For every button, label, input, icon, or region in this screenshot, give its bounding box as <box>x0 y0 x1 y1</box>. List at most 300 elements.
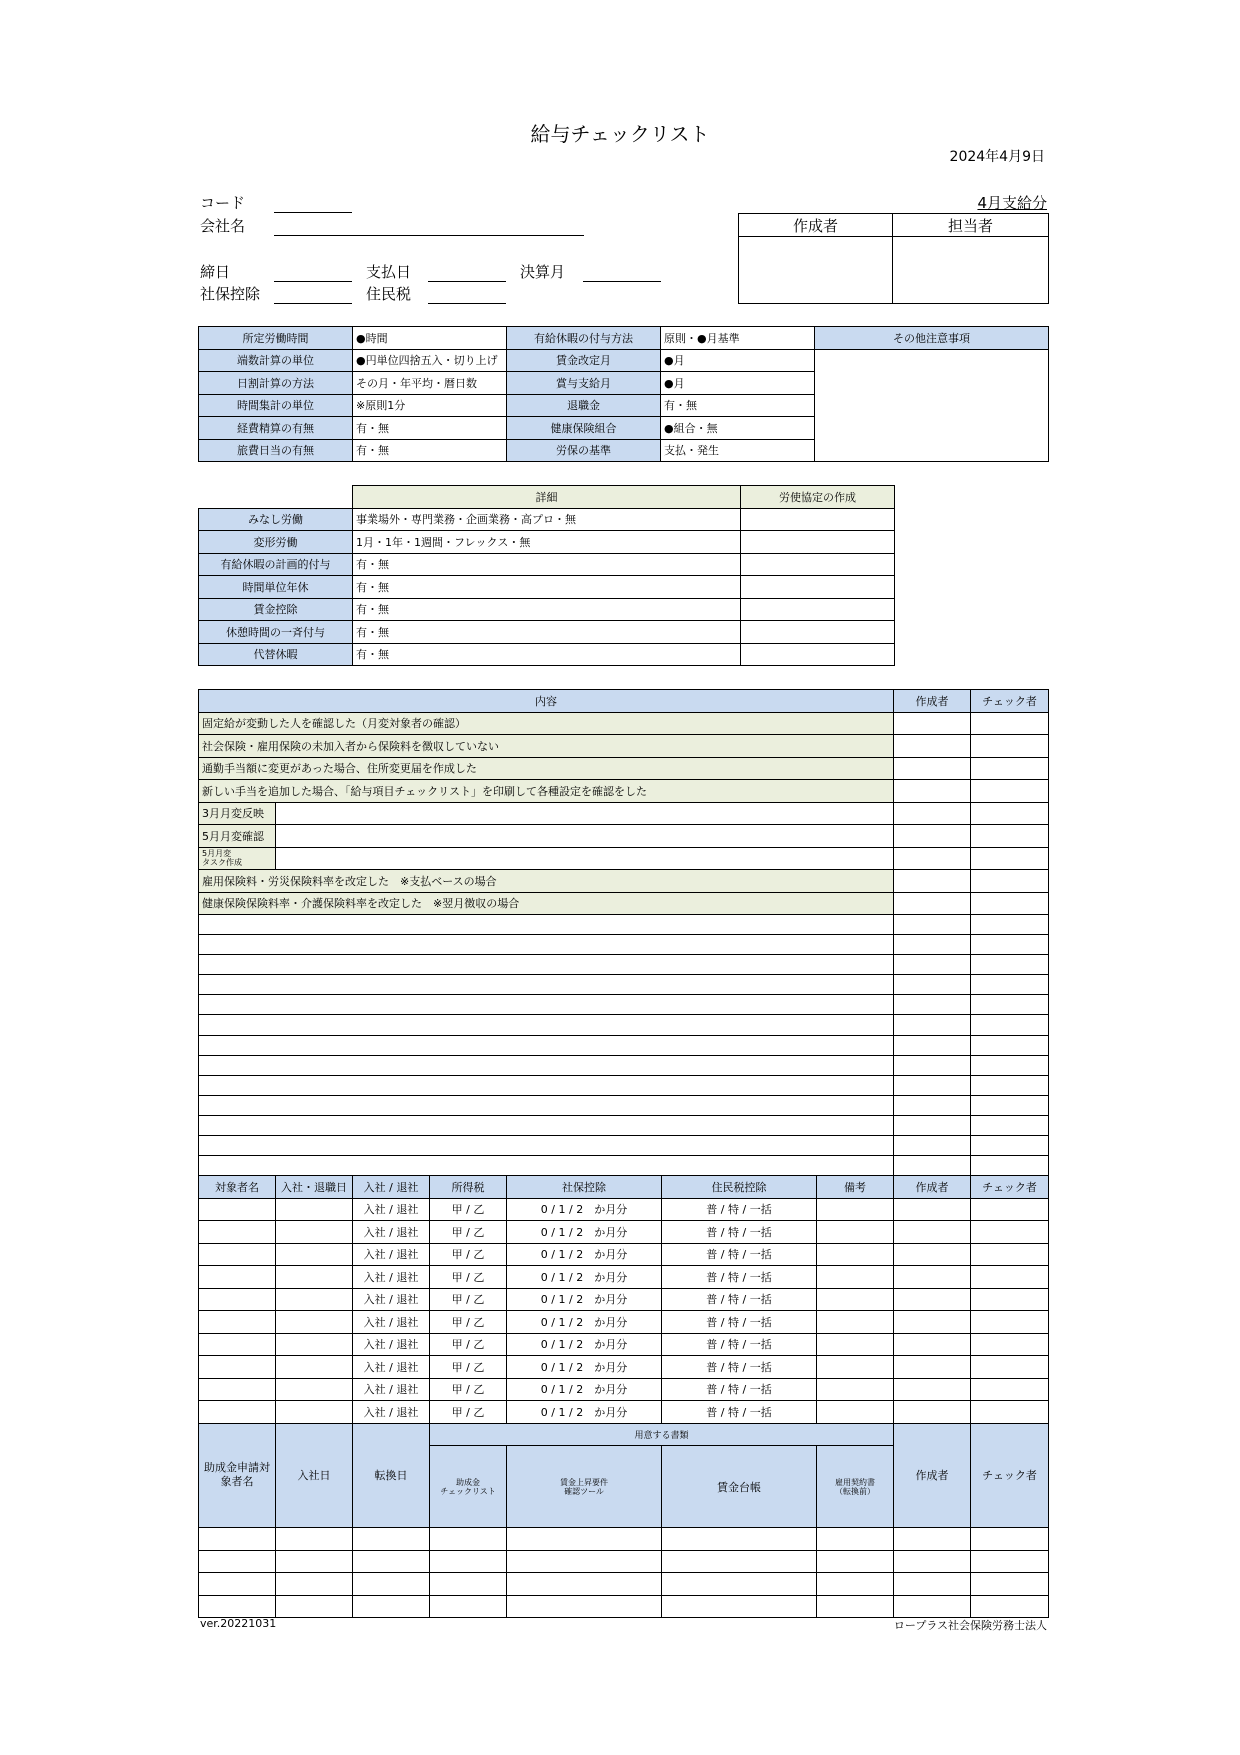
subsidy-cell[interactable] <box>507 1528 662 1551</box>
labor-agreement-header: 労使協定の作成 <box>741 486 895 509</box>
subsidy-row <box>199 1573 1049 1596</box>
emp-income-tax-cell[interactable]: 甲 / 乙 <box>430 1311 507 1334</box>
check-checker-cell[interactable] <box>971 1115 1049 1135</box>
emp-resident-cell[interactable]: 普 / 特 / 一括 <box>662 1401 817 1424</box>
subsidy-cell[interactable] <box>817 1595 894 1618</box>
check-blank-content[interactable] <box>199 995 894 1015</box>
subsidy-cell[interactable] <box>894 1550 971 1573</box>
emp-creator-cell[interactable] <box>894 1243 971 1266</box>
settings-value[interactable]: ●月 <box>661 372 815 395</box>
check-creator-cell[interactable] <box>894 712 971 735</box>
emp-remarks-cell[interactable] <box>817 1356 894 1379</box>
check-creator-cell[interactable] <box>894 1115 971 1135</box>
settings-value[interactable]: ●円単位四捨五入・切り上げ <box>353 349 507 372</box>
check-blank-content[interactable] <box>199 1035 894 1055</box>
closing-day-label: 締日 <box>200 263 231 281</box>
signoff-person-header: 担当者 <box>893 214 1049 237</box>
employee-row <box>199 1311 1049 1334</box>
emp-social-cell[interactable]: 0 / 1 / 2 か月分 <box>507 1311 662 1334</box>
settings-label: 賃金改定月 <box>507 349 661 372</box>
emp-name-cell[interactable] <box>199 1333 276 1356</box>
employee-row <box>199 1356 1049 1379</box>
emp-social-cell[interactable]: 0 / 1 / 2 か月分 <box>507 1333 662 1356</box>
subsidy-cell[interactable] <box>199 1528 276 1551</box>
subsidy-cell[interactable] <box>353 1550 430 1573</box>
emp-name-cell[interactable] <box>199 1266 276 1289</box>
check-blank-content[interactable] <box>199 1015 894 1035</box>
pay-month: 4月支給分 <box>977 194 1047 212</box>
labor-detail[interactable]: 1月・1年・1週間・フレックス・無 <box>353 531 741 554</box>
subsidy-cell[interactable] <box>971 1528 1049 1551</box>
check-sub-item: 5月月変確認 <box>199 825 276 848</box>
labor-label: 休憩時間の一斉付与 <box>199 621 353 644</box>
employee-row <box>199 1378 1049 1401</box>
subsidy-cell[interactable] <box>894 1595 971 1618</box>
emp-social-cell[interactable]: 0 / 1 / 2 か月分 <box>507 1221 662 1244</box>
emp-checker-cell[interactable] <box>971 1401 1049 1424</box>
emp-header-remarks: 備考 <box>817 1176 894 1199</box>
settings-label: 労保の基準 <box>507 439 661 462</box>
settings-label: 日割計算の方法 <box>199 372 353 395</box>
subsidy-cell[interactable] <box>430 1595 507 1618</box>
emp-date-cell[interactable] <box>276 1356 353 1379</box>
settings-label: 経費精算の有無 <box>199 417 353 440</box>
emp-remarks-cell[interactable] <box>817 1288 894 1311</box>
emp-date-cell[interactable] <box>276 1288 353 1311</box>
check-creator-cell[interactable] <box>894 1075 971 1095</box>
check-blank-content[interactable] <box>199 1115 894 1135</box>
emp-entry-cell[interactable]: 入社 / 退社 <box>353 1221 430 1244</box>
settings-value[interactable]: ●時間 <box>353 327 507 350</box>
emp-name-cell[interactable] <box>199 1401 276 1424</box>
check-sub-item: 5月月変 タスク作成 <box>199 847 276 870</box>
emp-checker-cell[interactable] <box>971 1198 1049 1221</box>
settings-label: 退職金 <box>507 394 661 417</box>
labor-agreement-cell[interactable] <box>741 576 895 599</box>
emp-date-cell[interactable] <box>276 1333 353 1356</box>
check-checker-cell[interactable] <box>971 1095 1049 1115</box>
emp-social-cell[interactable]: 0 / 1 / 2 か月分 <box>507 1198 662 1221</box>
subsidy-row <box>199 1528 1049 1551</box>
emp-income-tax-cell[interactable]: 甲 / 乙 <box>430 1333 507 1356</box>
settings-value[interactable]: ※原則1分 <box>353 394 507 417</box>
emp-date-cell[interactable] <box>276 1378 353 1401</box>
settings-label: 賞与支給月 <box>507 372 661 395</box>
check-blank-content[interactable] <box>199 915 894 935</box>
signoff-creator-header: 作成者 <box>739 214 893 237</box>
emp-resident-cell[interactable]: 普 / 特 / 一括 <box>662 1243 817 1266</box>
labor-agreement-cell[interactable] <box>741 598 895 621</box>
settings-label: 有給休暇の付与方法 <box>507 327 661 350</box>
subsidy-doc-header: 賃金台帳 <box>662 1446 817 1528</box>
emp-entry-cell[interactable]: 入社 / 退社 <box>353 1378 430 1401</box>
check-blank-content[interactable] <box>199 1156 894 1176</box>
emp-remarks-cell[interactable] <box>817 1221 894 1244</box>
emp-checker-cell[interactable] <box>971 1288 1049 1311</box>
check-creator-cell[interactable] <box>894 995 971 1015</box>
emp-date-cell[interactable] <box>276 1243 353 1266</box>
check-checker-cell[interactable] <box>971 1015 1049 1035</box>
check-creator-cell[interactable] <box>894 915 971 935</box>
labor-agreement-cell[interactable] <box>741 621 895 644</box>
check-checker-cell[interactable] <box>971 1035 1049 1055</box>
check-item: 健康保険保険料率・介護保険料率を改定した ※翌月徴収の場合 <box>199 892 894 915</box>
emp-date-cell[interactable] <box>276 1311 353 1334</box>
subsidy-cell[interactable] <box>276 1595 353 1618</box>
settings-label: 端数計算の単位 <box>199 349 353 372</box>
subsidy-cell[interactable] <box>662 1550 817 1573</box>
subsidy-doc-header: 賃金上昇要件 確認ツール <box>507 1446 662 1528</box>
check-sub-item: 3月月変反映 <box>199 802 276 825</box>
check-creator-cell[interactable] <box>894 975 971 995</box>
check-blank-content[interactable] <box>199 1055 894 1075</box>
check-checker-cell[interactable] <box>971 892 1049 915</box>
footer-company: ロープラス社会保険労務士法人 <box>893 1619 1047 1632</box>
settings-label: 健康保険組合 <box>507 417 661 440</box>
emp-creator-cell[interactable] <box>894 1311 971 1334</box>
emp-header-resident: 住民税控除 <box>662 1176 817 1199</box>
emp-checker-cell[interactable] <box>971 1378 1049 1401</box>
notes-cell[interactable] <box>815 349 1049 462</box>
emp-social-cell[interactable]: 0 / 1 / 2 か月分 <box>507 1401 662 1424</box>
check-checker-cell[interactable] <box>971 915 1049 935</box>
check-sub-detail[interactable] <box>276 825 894 848</box>
emp-creator-cell[interactable] <box>894 1378 971 1401</box>
check-checker-cell[interactable] <box>971 847 1049 870</box>
emp-checker-cell[interactable] <box>971 1356 1049 1379</box>
resident-tax-field[interactable] <box>428 303 506 304</box>
checks-content-header: 内容 <box>199 690 894 713</box>
emp-checker-cell[interactable] <box>971 1333 1049 1356</box>
subsidy-header-join: 入社日 <box>276 1423 353 1528</box>
labor-label: みなし労働 <box>199 508 353 531</box>
check-creator-cell[interactable] <box>894 1095 971 1115</box>
company-field[interactable] <box>274 235 584 236</box>
emp-checker-cell[interactable] <box>971 1243 1049 1266</box>
emp-resident-cell[interactable]: 普 / 特 / 一括 <box>662 1356 817 1379</box>
emp-social-cell[interactable]: 0 / 1 / 2 か月分 <box>507 1356 662 1379</box>
footer-version: ver.20221031 <box>200 1617 277 1630</box>
emp-creator-cell[interactable] <box>894 1221 971 1244</box>
subsidy-header-name: 助成金申請対象者名 <box>199 1423 276 1528</box>
emp-header-social: 社保控除 <box>507 1176 662 1199</box>
check-blank-content[interactable] <box>199 1136 894 1156</box>
check-sub-detail[interactable] <box>276 847 894 870</box>
subsidy-doc-header: 助成金 チェックリスト <box>430 1446 507 1528</box>
resident-tax-label: 住民税 <box>366 285 412 303</box>
emp-income-tax-cell[interactable]: 甲 / 乙 <box>430 1198 507 1221</box>
emp-creator-cell[interactable] <box>894 1266 971 1289</box>
emp-remarks-cell[interactable] <box>817 1266 894 1289</box>
employee-row <box>199 1333 1049 1356</box>
emp-header-checker: チェック者 <box>971 1176 1049 1199</box>
checks-checker-header: チェック者 <box>971 690 1049 713</box>
emp-checker-cell[interactable] <box>971 1266 1049 1289</box>
emp-social-cell[interactable]: 0 / 1 / 2 か月分 <box>507 1266 662 1289</box>
employee-row <box>199 1243 1049 1266</box>
emp-resident-cell[interactable]: 普 / 特 / 一括 <box>662 1288 817 1311</box>
code-field[interactable] <box>274 212 352 213</box>
page-title: 給与チェックリスト <box>530 122 710 146</box>
subsidy-cell[interactable] <box>894 1528 971 1551</box>
emp-income-tax-cell[interactable]: 甲 / 乙 <box>430 1243 507 1266</box>
labor-corner <box>199 486 353 509</box>
subsidy-cell[interactable] <box>662 1528 817 1551</box>
check-checker-cell[interactable] <box>971 712 1049 735</box>
check-creator-cell[interactable] <box>894 735 971 758</box>
check-creator-cell[interactable] <box>894 847 971 870</box>
check-checker-cell[interactable] <box>971 735 1049 758</box>
subsidy-row <box>199 1595 1049 1618</box>
subsidy-cell[interactable] <box>276 1573 353 1596</box>
check-checker-cell[interactable] <box>971 1136 1049 1156</box>
employee-row <box>199 1288 1049 1311</box>
subsidy-cell[interactable] <box>430 1528 507 1551</box>
subsidy-cell[interactable] <box>662 1595 817 1618</box>
subsidy-cell[interactable] <box>971 1550 1049 1573</box>
subsidy-cell[interactable] <box>817 1550 894 1573</box>
emp-entry-cell[interactable]: 入社 / 退社 <box>353 1288 430 1311</box>
emp-entry-cell[interactable]: 入社 / 退社 <box>353 1333 430 1356</box>
check-creator-cell[interactable] <box>894 955 971 975</box>
emp-entry-cell[interactable]: 入社 / 退社 <box>353 1401 430 1424</box>
emp-name-cell[interactable] <box>199 1288 276 1311</box>
emp-name-cell[interactable] <box>199 1198 276 1221</box>
check-creator-cell[interactable] <box>894 757 971 780</box>
emp-income-tax-cell[interactable]: 甲 / 乙 <box>430 1401 507 1424</box>
subsidy-cell[interactable] <box>507 1595 662 1618</box>
labor-label: 賃金控除 <box>199 598 353 621</box>
subsidy-cell[interactable] <box>199 1595 276 1618</box>
signoff-box <box>738 213 1049 304</box>
emp-date-cell[interactable] <box>276 1401 353 1424</box>
emp-income-tax-cell[interactable]: 甲 / 乙 <box>430 1266 507 1289</box>
check-checker-cell[interactable] <box>971 757 1049 780</box>
check-creator-cell[interactable] <box>894 1156 971 1176</box>
labor-detail[interactable]: 有・無 <box>353 553 741 576</box>
subsidy-cell[interactable] <box>971 1595 1049 1618</box>
subsidy-header-creator: 作成者 <box>894 1423 971 1528</box>
check-item: 雇用保険料・労災保険料率を改定した ※支払ベースの場合 <box>199 870 894 893</box>
social-insurance-field[interactable] <box>274 303 352 304</box>
emp-header-entry: 入社 / 退社 <box>353 1176 430 1199</box>
labor-detail[interactable]: 有・無 <box>353 576 741 599</box>
emp-header-name: 対象者名 <box>199 1176 276 1199</box>
emp-entry-cell[interactable]: 入社 / 退社 <box>353 1243 430 1266</box>
check-creator-cell[interactable] <box>894 1136 971 1156</box>
subsidy-cell[interactable] <box>276 1528 353 1551</box>
settings-value[interactable]: ●組合・無 <box>661 417 815 440</box>
settings-value[interactable]: その月・年平均・暦日数 <box>353 372 507 395</box>
settings-value[interactable]: 支払・発生 <box>661 439 815 462</box>
check-checker-cell[interactable] <box>971 975 1049 995</box>
settings-value[interactable]: 有・無 <box>353 417 507 440</box>
employee-row <box>199 1198 1049 1221</box>
emp-income-tax-cell[interactable]: 甲 / 乙 <box>430 1221 507 1244</box>
subsidy-cell[interactable] <box>817 1528 894 1551</box>
subsidy-cell[interactable] <box>199 1550 276 1573</box>
emp-entry-cell[interactable]: 入社 / 退社 <box>353 1198 430 1221</box>
check-creator-cell[interactable] <box>894 870 971 893</box>
check-checker-cell[interactable] <box>971 1075 1049 1095</box>
emp-remarks-cell[interactable] <box>817 1378 894 1401</box>
emp-remarks-cell[interactable] <box>817 1243 894 1266</box>
emp-remarks-cell[interactable] <box>817 1333 894 1356</box>
check-blank-content[interactable] <box>199 975 894 995</box>
emp-header-income-tax: 所得税 <box>430 1176 507 1199</box>
emp-header-date: 入社・退職日 <box>276 1176 353 1199</box>
settings-label: 所定労働時間 <box>199 327 353 350</box>
labor-detail[interactable]: 有・無 <box>353 621 741 644</box>
emp-checker-cell[interactable] <box>971 1221 1049 1244</box>
settings-value[interactable]: ●月 <box>661 349 815 372</box>
emp-resident-cell[interactable]: 普 / 特 / 一括 <box>662 1311 817 1334</box>
check-item: 新しい手当を追加した場合、「給与項目チェックリスト」を印刷して各種設定を確認をした <box>199 780 894 803</box>
emp-creator-cell[interactable] <box>894 1333 971 1356</box>
labor-label: 時間単位年休 <box>199 576 353 599</box>
emp-name-cell[interactable] <box>199 1243 276 1266</box>
payday-field[interactable] <box>428 281 506 282</box>
emp-income-tax-cell[interactable]: 甲 / 乙 <box>430 1288 507 1311</box>
company-label: 会社名 <box>200 217 246 235</box>
emp-creator-cell[interactable] <box>894 1288 971 1311</box>
fiscal-month-label: 決算月 <box>520 263 566 281</box>
subsidy-cell[interactable] <box>971 1573 1049 1596</box>
subsidy-cell[interactable] <box>507 1550 662 1573</box>
check-creator-cell[interactable] <box>894 802 971 825</box>
subsidy-cell[interactable] <box>430 1573 507 1596</box>
subsidy-header-checker: チェック者 <box>971 1423 1049 1528</box>
subsidy-header-convert: 転換日 <box>353 1423 430 1528</box>
document-date: 2024年4月9日 <box>949 149 1045 165</box>
labor-agreement-cell[interactable] <box>741 508 895 531</box>
emp-income-tax-cell[interactable]: 甲 / 乙 <box>430 1378 507 1401</box>
emp-resident-cell[interactable]: 普 / 特 / 一括 <box>662 1378 817 1401</box>
check-blank-content[interactable] <box>199 1095 894 1115</box>
emp-income-tax-cell[interactable]: 甲 / 乙 <box>430 1356 507 1379</box>
emp-creator-cell[interactable] <box>894 1401 971 1424</box>
signoff-creator-cell[interactable] <box>739 237 893 304</box>
emp-name-cell[interactable] <box>199 1311 276 1334</box>
fiscal-month-field[interactable] <box>583 281 661 282</box>
labor-detail-header: 詳細 <box>353 486 741 509</box>
subsidy-cell[interactable] <box>276 1550 353 1573</box>
subsidy-cell[interactable] <box>430 1550 507 1573</box>
emp-resident-cell[interactable]: 普 / 特 / 一括 <box>662 1221 817 1244</box>
labor-label: 変形労働 <box>199 531 353 554</box>
labor-detail[interactable]: 有・無 <box>353 643 741 666</box>
check-blank-content[interactable] <box>199 935 894 955</box>
subsidy-cell[interactable] <box>199 1573 276 1596</box>
labor-agreement-cell[interactable] <box>741 643 895 666</box>
employee-row <box>199 1266 1049 1289</box>
check-item: 社会保険・雇用保険の未加入者から保険料を徴収していない <box>199 735 894 758</box>
subsidy-cell[interactable] <box>894 1573 971 1596</box>
check-creator-cell[interactable] <box>894 1055 971 1075</box>
checklist-table <box>198 689 1049 1618</box>
check-creator-cell[interactable] <box>894 825 971 848</box>
emp-remarks-cell[interactable] <box>817 1198 894 1221</box>
subsidy-cell[interactable] <box>353 1595 430 1618</box>
emp-date-cell[interactable] <box>276 1221 353 1244</box>
emp-name-cell[interactable] <box>199 1356 276 1379</box>
emp-entry-cell[interactable]: 入社 / 退社 <box>353 1356 430 1379</box>
check-blank-content[interactable] <box>199 1075 894 1095</box>
emp-checker-cell[interactable] <box>971 1311 1049 1334</box>
emp-social-cell[interactable]: 0 / 1 / 2 か月分 <box>507 1243 662 1266</box>
settings-label: 旅費日当の有無 <box>199 439 353 462</box>
check-item: 通勤手当額に変更があった場合、住所変更届を作成した <box>199 757 894 780</box>
settings-value[interactable]: 有・無 <box>353 439 507 462</box>
subsidy-header-docs: 用意する書類 <box>430 1423 894 1446</box>
emp-creator-cell[interactable] <box>894 1198 971 1221</box>
emp-creator-cell[interactable] <box>894 1356 971 1379</box>
check-checker-cell[interactable] <box>971 802 1049 825</box>
check-checker-cell[interactable] <box>971 995 1049 1015</box>
labor-detail[interactable]: 事業場外・専門業務・企画業務・高プロ・無 <box>353 508 741 531</box>
check-blank-content[interactable] <box>199 955 894 975</box>
check-checker-cell[interactable] <box>971 1055 1049 1075</box>
emp-date-cell[interactable] <box>276 1198 353 1221</box>
labor-detail[interactable]: 有・無 <box>353 598 741 621</box>
check-checker-cell[interactable] <box>971 780 1049 803</box>
settings-value[interactable]: 原則・●月基準 <box>661 327 815 350</box>
notes-header: その他注意事項 <box>815 327 1049 350</box>
subsidy-cell[interactable] <box>507 1573 662 1596</box>
check-sub-detail[interactable] <box>276 802 894 825</box>
check-creator-cell[interactable] <box>894 780 971 803</box>
check-checker-cell[interactable] <box>971 955 1049 975</box>
emp-social-cell[interactable]: 0 / 1 / 2 か月分 <box>507 1288 662 1311</box>
emp-date-cell[interactable] <box>276 1266 353 1289</box>
check-creator-cell[interactable] <box>894 935 971 955</box>
employee-row <box>199 1221 1049 1244</box>
emp-name-cell[interactable] <box>199 1221 276 1244</box>
emp-entry-cell[interactable]: 入社 / 退社 <box>353 1311 430 1334</box>
check-creator-cell[interactable] <box>894 1035 971 1055</box>
subsidy-cell[interactable] <box>662 1573 817 1596</box>
emp-name-cell[interactable] <box>199 1378 276 1401</box>
subsidy-cell[interactable] <box>353 1528 430 1551</box>
social-insurance-label: 社保控除 <box>200 285 261 303</box>
emp-remarks-cell[interactable] <box>817 1311 894 1334</box>
check-checker-cell[interactable] <box>971 870 1049 893</box>
check-checker-cell[interactable] <box>971 1156 1049 1176</box>
emp-entry-cell[interactable]: 入社 / 退社 <box>353 1266 430 1289</box>
settings-value[interactable]: 有・無 <box>661 394 815 417</box>
labor-agreement-cell[interactable] <box>741 553 895 576</box>
closing-day-field[interactable] <box>274 281 352 282</box>
check-creator-cell[interactable] <box>894 1015 971 1035</box>
emp-resident-cell[interactable]: 普 / 特 / 一括 <box>662 1198 817 1221</box>
labor-agreement-cell[interactable] <box>741 531 895 554</box>
subsidy-row <box>199 1550 1049 1573</box>
signoff-person-cell[interactable] <box>893 237 1049 304</box>
settings-label: 時間集計の単位 <box>199 394 353 417</box>
emp-social-cell[interactable]: 0 / 1 / 2 か月分 <box>507 1378 662 1401</box>
check-creator-cell[interactable] <box>894 892 971 915</box>
emp-remarks-cell[interactable] <box>817 1401 894 1424</box>
check-checker-cell[interactable] <box>971 825 1049 848</box>
subsidy-cell[interactable] <box>353 1573 430 1596</box>
subsidy-doc-header: 雇用契約書 （転換前） <box>817 1446 894 1528</box>
emp-resident-cell[interactable]: 普 / 特 / 一括 <box>662 1333 817 1356</box>
check-checker-cell[interactable] <box>971 935 1049 955</box>
emp-resident-cell[interactable]: 普 / 特 / 一括 <box>662 1266 817 1289</box>
subsidy-cell[interactable] <box>817 1573 894 1596</box>
check-item: 固定給が変動した人を確認した（月変対象者の確認） <box>199 712 894 735</box>
labor-label: 代替休暇 <box>199 643 353 666</box>
